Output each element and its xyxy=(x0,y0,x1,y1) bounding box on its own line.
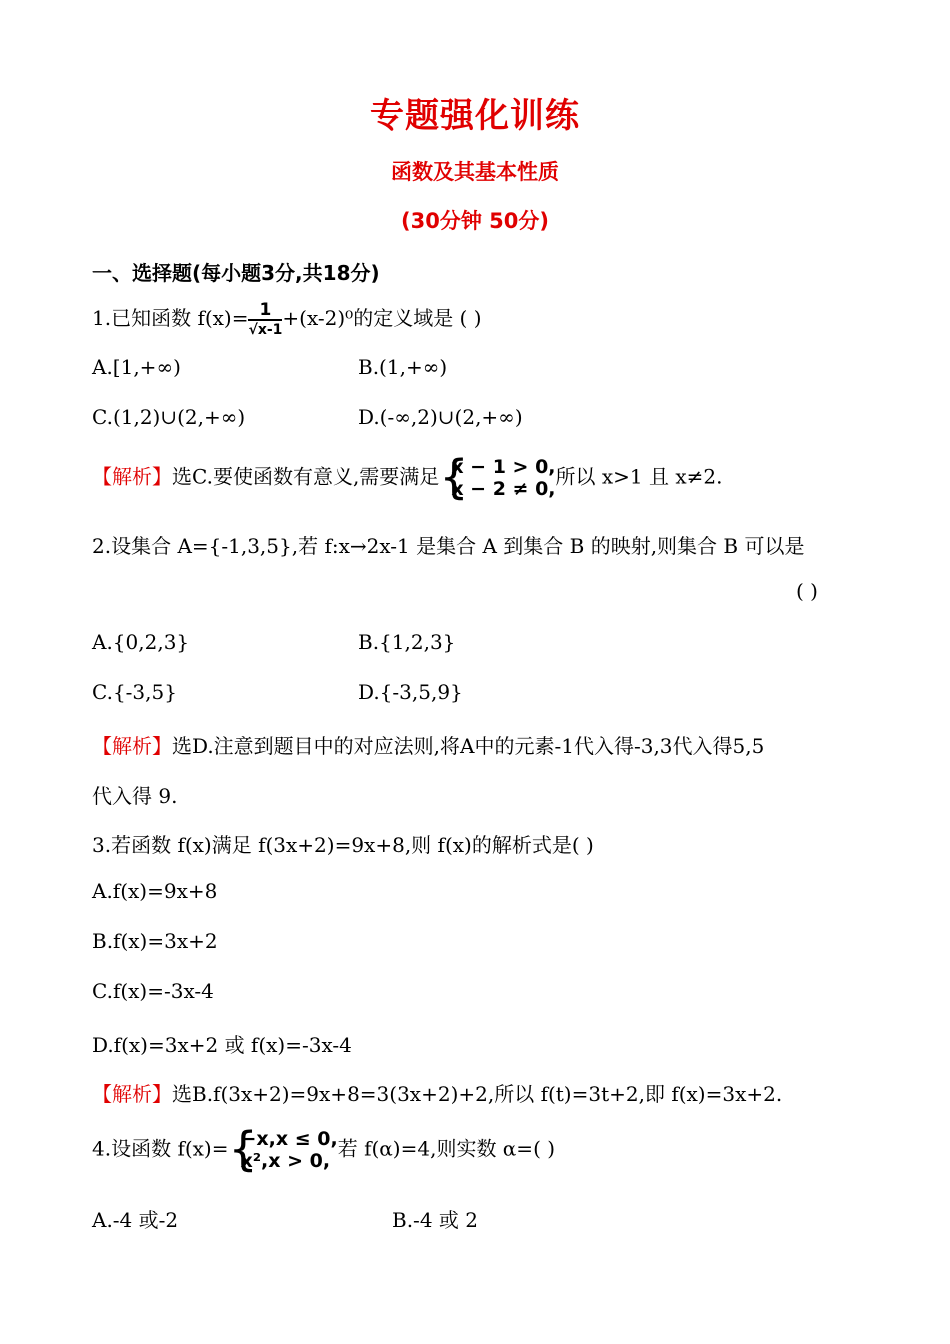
question-2-option-c: C.{-3,5} xyxy=(92,680,177,704)
question-4-option-b: B.-4 或 2 xyxy=(392,1208,478,1232)
fraction-formula xyxy=(248,302,282,337)
explanation-conclusion: 所以 x>1 且 x≠2. xyxy=(555,464,723,489)
question-2-option-d: D.{-3,5,9} xyxy=(358,680,463,704)
system-row-1: x − 1 > 0, xyxy=(451,456,556,478)
fraction-numerator: 1 xyxy=(248,302,282,321)
question-1-explanation xyxy=(92,450,723,504)
fraction-denominator: √x-1 xyxy=(248,322,283,338)
question-3-explanation xyxy=(92,1078,782,1107)
explanation-tag: 【解析】 xyxy=(92,1082,172,1106)
page-subtitle: 函数及其基本性质 xyxy=(391,160,559,184)
question-1-option-a: A.[1,+∞) xyxy=(92,355,181,379)
system-row-2: x − 2 ≠ 0, xyxy=(451,478,556,500)
question-2-stem: 2.设集合 A={-1,3,5},若 f:x→2x-1 是集合 A 到集合 B 的映射,则集合 B 可以是 xyxy=(92,534,805,558)
question-3-stem: 3.若函数 f(x)满足 f(3x+2)=9x+8,则 f(x)的解析式是( ) xyxy=(92,833,594,857)
question-4-stem-tail: 若 f(α)=4,则实数 α=( ) xyxy=(337,1136,556,1161)
brace-icon: { xyxy=(439,450,469,504)
question-2-option-b: B.{1,2,3} xyxy=(358,630,456,654)
time-limit: (30分钟 50分) xyxy=(401,209,549,233)
inequality-system xyxy=(439,450,556,504)
piece-row-1: −x,x ≤ 0, xyxy=(240,1128,338,1150)
answer-paren: ( ) xyxy=(796,579,818,603)
question-3-option-c: C.f(x)=-3x-4 xyxy=(92,979,214,1003)
question-4-option-a: A.-4 或-2 xyxy=(92,1208,179,1232)
question-4-stem xyxy=(92,1122,556,1176)
brace-icon: { xyxy=(228,1122,258,1176)
explanation-tag: 【解析】 xyxy=(92,464,172,489)
explanation-text: 选B.f(3x+2)=9x+8=3(3x+2)+2,所以 f(t)=3t+2,即 f(x)=3x+2. xyxy=(172,1082,783,1106)
question-2-explanation xyxy=(92,730,764,759)
question-1-option-c: C.(1,2)∪(2,+∞) xyxy=(92,405,246,429)
explanation-tag: 【解析】 xyxy=(92,734,172,758)
question-2-explanation-cont: 代入得 9. xyxy=(92,784,178,808)
piecewise-function xyxy=(228,1122,338,1176)
piece-row-2: x²,x > 0, xyxy=(240,1150,331,1172)
question-3-option-b: B.f(x)=3x+2 xyxy=(92,929,218,953)
explanation-text: 选D.注意到题目中的对应法则,将A中的元素-1代入得-3,3代入得5,5 xyxy=(172,734,765,758)
question-2-option-a: A.{0,2,3} xyxy=(92,630,190,654)
question-4-stem-text: 4.设函数 f(x)= xyxy=(92,1136,229,1161)
page-title: 专题强化训练 xyxy=(370,96,580,136)
section-heading: 一、选择题(每小题3分,共18分) xyxy=(92,261,380,285)
question-1-option-b: B.(1,+∞) xyxy=(358,355,448,379)
question-1-stem-text: 1.已知函数 f(x)= xyxy=(92,306,249,330)
explanation-text: 选C.要使函数有意义,需要满足 xyxy=(172,464,440,489)
question-1-stem-tail: +(x-2)⁰的定义域是 ( ) xyxy=(282,306,482,330)
question-3-option-a: A.f(x)=9x+8 xyxy=(92,879,218,903)
question-1-stem xyxy=(92,302,482,337)
question-1-option-d: D.(-∞,2)∪(2,+∞) xyxy=(358,405,523,429)
question-3-option-d: D.f(x)=3x+2 或 f(x)=-3x-4 xyxy=(92,1033,352,1057)
